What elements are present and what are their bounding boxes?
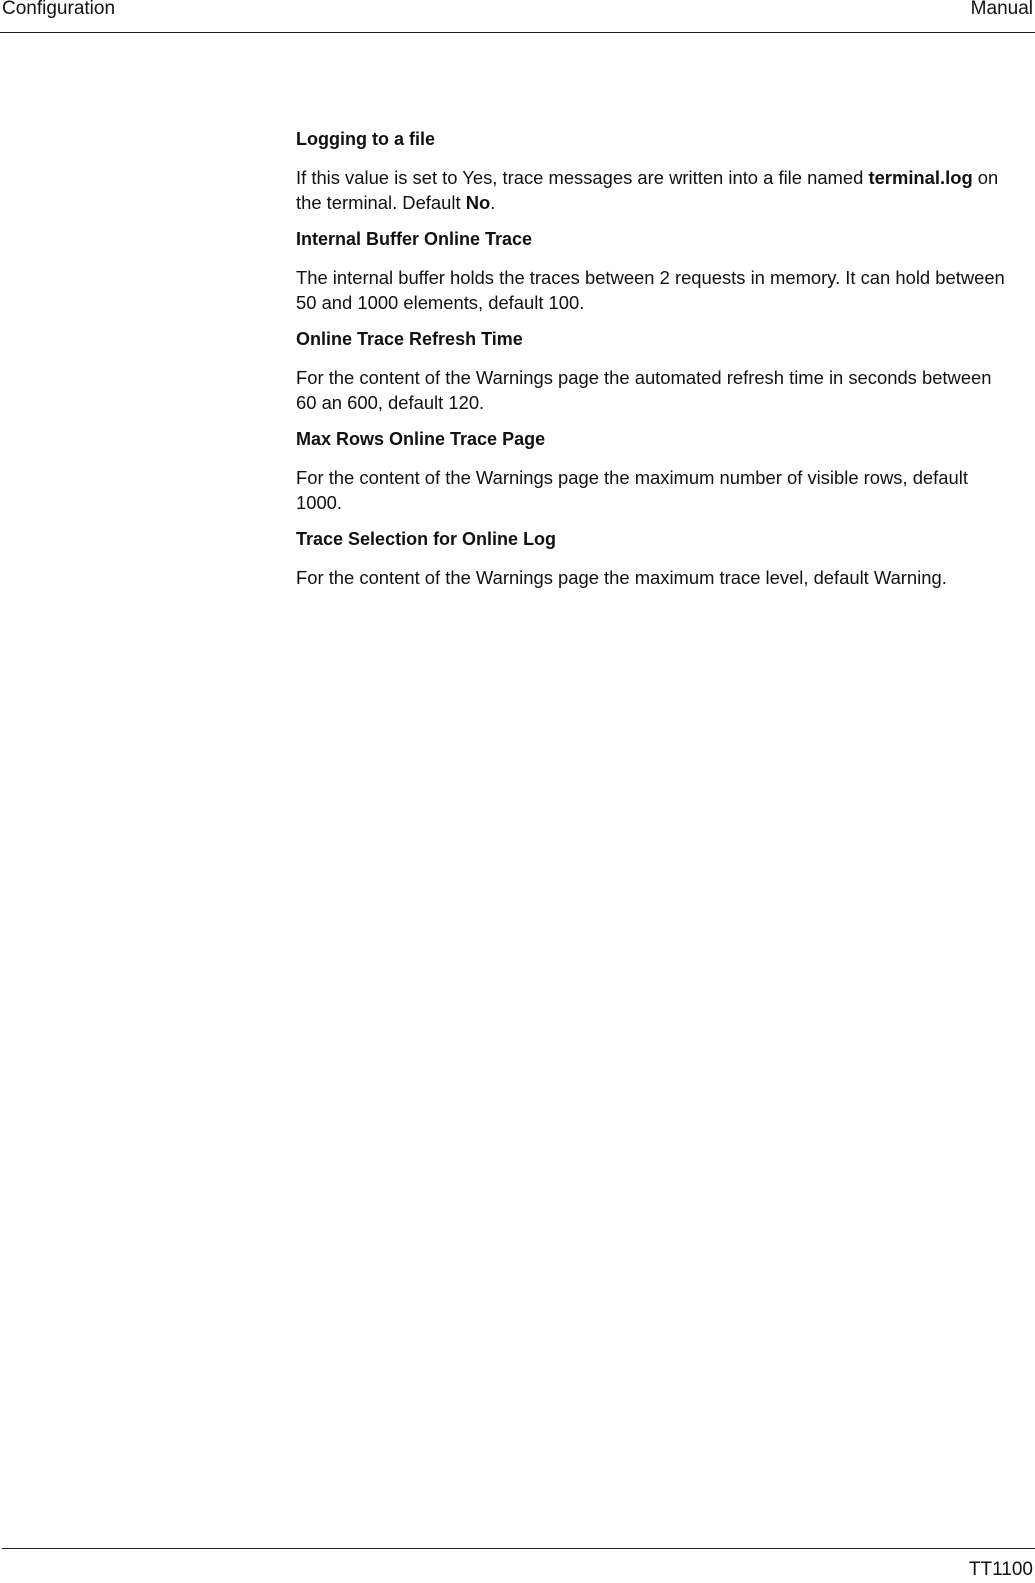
paragraph-trace-selection: For the content of the Warnings page the maximum trace level, default Warning. (296, 567, 947, 588)
paragraph-logging-to-file (296, 165, 1016, 215)
paragraph-text: on the terminal. Default (296, 167, 999, 213)
page-content (296, 127, 1016, 602)
page-header (0, 0, 1035, 33)
header-doc-type: Manual (970, 0, 1033, 19)
paragraph-max-rows: For the content of the Warnings page the maximum number of visible rows, default 1000. (296, 467, 968, 513)
paragraph-text: If this value is set to Yes, trace messages are written into a file named (296, 167, 869, 188)
heading-internal-buffer: Internal Buffer Online Trace (296, 229, 533, 249)
paragraph-text: . (490, 192, 496, 213)
footer-divider (2, 1548, 1035, 1549)
footer-product-name: TT1100 (968, 1559, 1033, 1580)
heading-max-rows: Max Rows Online Trace Page (296, 429, 546, 449)
default-value-emphasis: No (465, 192, 491, 213)
heading-refresh-time: Online Trace Refresh Time (296, 329, 523, 349)
heading-logging-to-file: Logging to a file (296, 129, 435, 149)
paragraph-refresh-time: For the content of the Warnings page the automated refresh time in seconds between 60 an 600, default 120. (296, 367, 992, 413)
paragraph-internal-buffer: The internal buffer holds the traces between 2 requests in memory. It can hold between 50 and 1000 elements, default 100. (296, 267, 1005, 313)
heading-trace-selection: Trace Selection for Online Log (296, 529, 557, 549)
filename-emphasis: terminal.log (868, 167, 973, 188)
header-section-title: Configuration (2, 0, 116, 19)
